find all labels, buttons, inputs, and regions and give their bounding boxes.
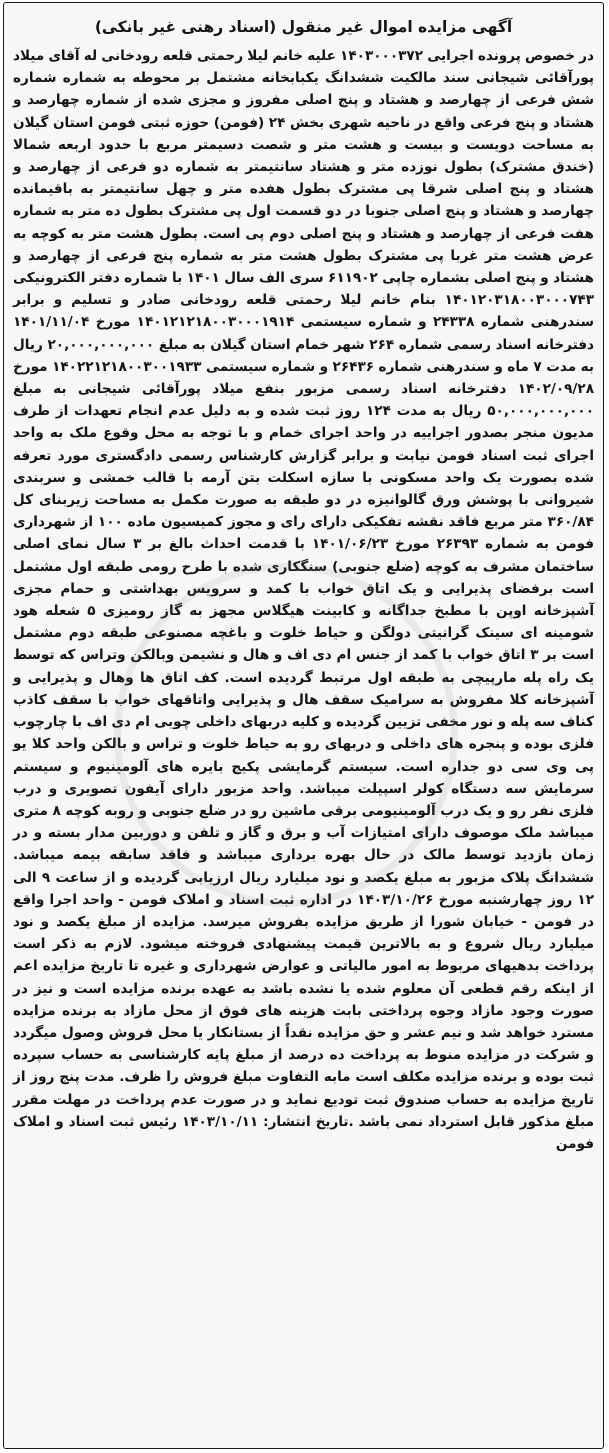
auction-notice	[3, 2, 604, 1449]
notice-title: آگهی مزایده اموال غیر منقول (اسناد رهنی غیر بانکی)	[94, 18, 513, 36]
notice-body: در خصوص پرونده اجرایی ۱۴۰۳۰۰۰۳۷۲ علیه خانم لیلا رحمتی قلعه رودخانی له آقای میلاد پورآقائی شیجانی سند مالکیت ششدانگ یکبابخانه مشتمل بر محوطه به شماره شماره شش فرعی از چهارصد و هشتاد و پنج اصلی مفروز و مجزی شده از شماره چهارصد و هشتاد و پنج فرعی واقع در ناحیه شهری بخش ۲۴ (فومن) حوزه ثبتی فومن استان گیلان به مساحت دویست و بیست و هشت متر و شصت دسیمتر مربع با حدود اربعه شمالا (خندق مشترک) بطول نوزده متر و هشتاد سانتیمتر به شماره دو فرعی از چهارصد و هشتاد و پنج اصلی شرقا پی مشترک بطول هفده متر و چهل سانتیمتر به باقیمانده چهارصد و هشتاد و پنج اصلی جنوبا در دو قسمت اول پی مشترک بطول ده متر به شماره هفت فرعی از چهارصد و هشتاد و پنج اصلی دوم پی است. بطول هشت متر به کوچه به عرض هشت متر غربا پی مشترک بطول هشت متر به شماره پنج فرعی از چهارصد و هشتاد و پنج اصلی بشماره چاپی ۶۱۱۹۰۲ سری الف سال ۱۴۰۱ با شماره دفتر الکترونیکی ۱۴۰۱۲۰۳۱۸۰۰۳۰۰۰۷۴۳ بنام خانم لیلا رحمتی قلعه رودخانی صادر و تسلیم و برابر سندرهنی شماره ۲۴۳۳۸ و شماره سیستمی ۱۴۰۱۲۱۲۱۸۰۰۳۰۰۰۱۹۱۴ مورخ ۱۴۰۱/۱۱/۰۴ دفترخانه اسناد رسمی شماره ۲۶۴ شهر خمام استان گیلان به مبلغ ۲۰,۰۰۰,۰۰۰,۰۰۰ ریال به مدت ۷ ماه و سندرهنی شماره ۲۶۴۳۶ و شماره سیستمی ۱۴۰۲۲۱۲۱۸۰۰۳۰۰۱۹۳۳ مورخ ۱۴۰۲/۰۹/۲۸ دفترخانه اسناد رسمی مزبور بنفع میلاد پورآقائی شیجانی به مبلغ ۵۰,۰۰۰,۰۰۰,۰۰۰ ریال به مدت ۱۲۴ روز ثبت شده و به دلیل عدم انجام تعهدات از طرف مدیون منجر بصدور اجراییه در واحد اجرای خمام و با توجه به محل وقوع ملک به واحد اجرای ثبت اسناد فومن نیابت و برابر گزارش کارشناس رسمی دادگستری مورد تعرفه شده بصورت یک واحد مسکونی با سازه اسکلت بتن آرمه با قالب خمشی و سربندی شیروانی با پوشش ورق گالوانیزه در دو طبقه به صورت مکمل به مساحت زیربنای کل ۳۶۰/۸۴ متر مربع فاقد نقشه تفکیکی دارای رای و مجوز کمیسیون ماده ۱۰۰ از شهرداری فومن به شماره ۲۶۳۹۳ مورخ ۱۴۰۱/۰۶/۲۳ با قدمت احداث بالغ بر ۳ سال نمای اصلی ساختمان مشرف به کوچه (ضلع جنوبی) سنگکاری شده با طرح رومی طبقه اول مشتمل است برفضای پذیرایی و یک اتاق خواب با کمد و سرویس بهداشتی و حمام مجزی آشپزخانه اوپن با مطبخ جداگانه و کابینت هیگلاس مجهز به گاز رومیزی ۵ شعله هود شومینه ای سینک گرانیتی دولگن و حیاط خلوت و باغچه مصنوعی طبقه دوم مشتمل است بر ۳ اتاق خواب با کمد از جنس ام دی اف و هال و نشیمن وبالکن وتراس که توسط یک راه پله مارپیچی به طبقه اول مرتبط گردیده است. کف اتاق ها وهال و پذیرایی و آشپزخانه کلا مفروش به سرامیک سقف هال و پذیرایی واتاقهای خواب با سقف کاذب کناف سه پله و نور مخفی تزیین گردیده و کلیه دربهای داخلی چوبی ام دی اف با چارچوب فلزی بوده و پنجره های داخلی و دربهای رو به حیاط خلوت و تراس و بالکن واحد کلا یو پی وی سی دو جداره است. سیستم گرمایشی پکیج بایره های آلومینیوم و سیستم سرمایش سه دستگاه کولر اسپیلت میباشد. واحد مزبور دارای آیفون تصویری و درب فلزی نفر رو و یک درب آلومینیومی برقی ماشین رو در ضلع جنوبی و روبه کوچه ۸ متری میباشد ملک موصوف دارای امتیازات آب و برق و گاز و تلفن و دوربین مدار بسته و در زمان بازدید توسط مالک در حال بهره برداری میباشد و فاقد سابقه بیمه میباشد. ششدانگ پلاک مزبور به مبلغ یکصد و نود میلیارد ریال ارزیابی گردیده و از ساعت ۹ الی ۱۲ روز چهارشنبه مورخ ۱۴۰۳/۱۰/۲۶ در اداره ثبت اسناد و املاک فومن - واحد اجرا واقع در فومن - خیابان شورا از طریق مزایده بفروش میرسد. مزایده از مبلغ یکصد و نود میلیارد ریال شروع و به بالاترین قیمت پیشنهادی فروخته میشود. لازم به ذکر است پرداخت بدهیهای مربوط به امور مالیاتی و عوارض شهرداری و غیره تا تاریخ مزایده اعم از اینکه رقم قطعی آن معلوم شده یا نشده باشد به عهده برنده مزایده است و نیز در صورت وجود مازاد وجوه پرداختی بابت هزینه های فوق از محل مازاد به برنده مزایده مسترد خواهد شد و نیم عشر و حق مزایده نقداً از بستانکار یا محل فروش وصول میگردد و شرکت در مزایده منوط به پرداخت ده درصد از مبلغ پایه کارشناسی به حساب سپرده ثبت بوده و برنده مزایده مکلف است مابه التفاوت مبلغ فروش را ظرف. مدت پنج روز از تاریخ مزایده به حساب صندوق ثبت تودیع نماید و در صورت عدم پرداخت در مهلت مقرر مبلغ مذکور قابل استرداد نمی باشد .تاریخ انتشار: ۱۴۰۳/۱۰/۱۱ رئیس ثبت اسناد و املاک فومن	[13, 48, 595, 1152]
